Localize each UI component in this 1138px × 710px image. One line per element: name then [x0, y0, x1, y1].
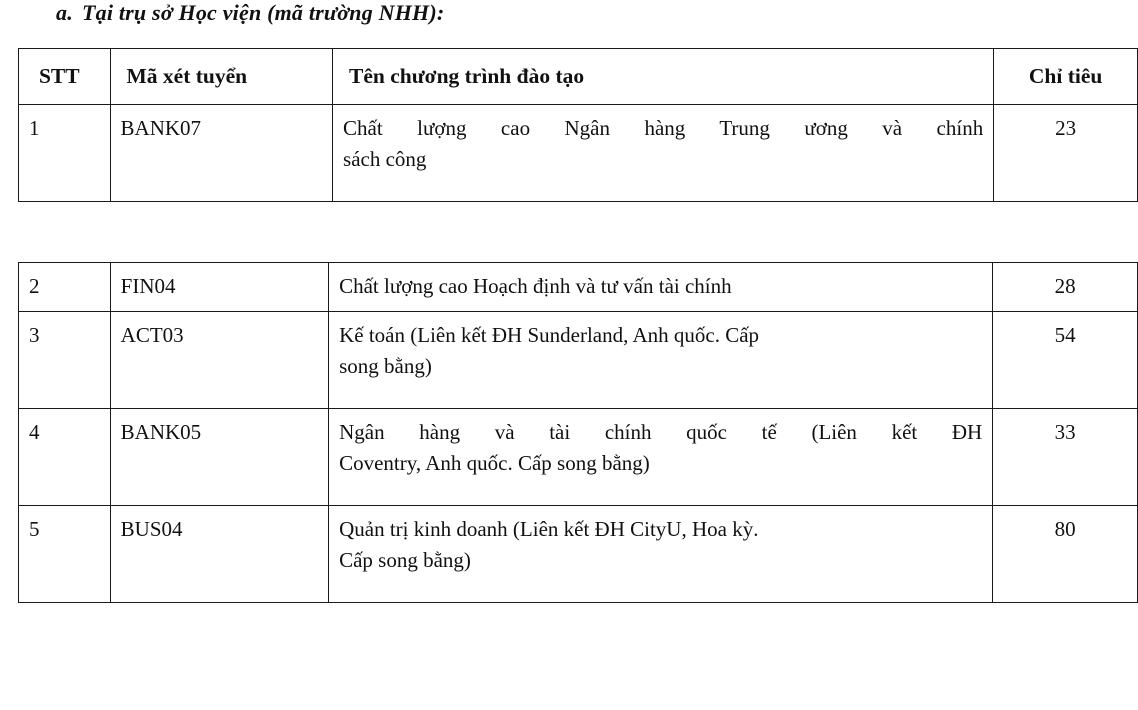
- cell-code: ACT03: [110, 312, 328, 409]
- column-header-program: Tên chương trình đào tạo: [333, 49, 994, 105]
- table-row: [19, 506, 1138, 603]
- column-header-quota: Chỉ tiêu: [994, 49, 1138, 105]
- section-heading-text: Tại trụ sở Học viện (mã trường NHH):: [82, 0, 445, 25]
- cell-program-line-1: Chất lượng cao Ngân hàng Trung ương và chính: [343, 116, 984, 141]
- table-row: [19, 263, 1138, 312]
- column-header-stt: STT: [19, 49, 111, 105]
- cell-program: [329, 409, 993, 506]
- cell-program-line-2: Coventry, Anh quốc. Cấp song bằng): [339, 450, 650, 475]
- cell-stt: 5: [19, 506, 111, 603]
- cell-stt: 2: [19, 263, 111, 312]
- cell-quota: 28: [993, 263, 1138, 312]
- cell-program-line-2: sách công: [343, 146, 427, 171]
- cell-code: FIN04: [110, 263, 328, 312]
- cell-quota: 23: [994, 105, 1138, 202]
- cell-quota: 33: [993, 409, 1138, 506]
- cell-program-line-2: Cấp song bằng): [339, 547, 471, 572]
- cell-code: BUS04: [110, 506, 328, 603]
- table-body: [19, 105, 1138, 202]
- cell-code: BANK07: [110, 105, 333, 202]
- cell-program-line-1: Quản trị kinh doanh (Liên kết ĐH CityU, Hoa kỳ.: [339, 517, 759, 542]
- column-header-code: Mã xét tuyển: [110, 49, 333, 105]
- admission-table-part-2: [18, 262, 1138, 603]
- cell-stt: 3: [19, 312, 111, 409]
- cell-program-line-1: Chất lượng cao Hoạch định và tư vấn tài chính: [339, 274, 732, 298]
- cell-code: BANK05: [110, 409, 328, 506]
- admission-table-part-1: [18, 48, 1138, 202]
- cell-stt: 4: [19, 409, 111, 506]
- cell-program: [329, 506, 993, 603]
- cell-program-line-1: Kế toán (Liên kết ĐH Sunderland, Anh quốc. Cấp: [339, 323, 760, 348]
- table-body-continued: [19, 263, 1138, 603]
- table-row: [19, 409, 1138, 506]
- cell-program-line-1: Ngân hàng và tài chính quốc tế (Liên kết ĐH: [339, 420, 983, 445]
- table-header: [19, 49, 1138, 105]
- cell-program: [329, 263, 993, 312]
- section-heading: [56, 0, 444, 26]
- table-header-row: [19, 49, 1138, 105]
- section-marker: a.: [56, 0, 73, 25]
- table-row: [19, 312, 1138, 409]
- cell-program-line-2: song bằng): [339, 353, 432, 378]
- cell-quota: 54: [993, 312, 1138, 409]
- table-row: [19, 105, 1138, 202]
- cell-quota: 80: [993, 506, 1138, 603]
- cell-stt: 1: [19, 105, 111, 202]
- cell-program: [329, 312, 993, 409]
- cell-program: [333, 105, 994, 202]
